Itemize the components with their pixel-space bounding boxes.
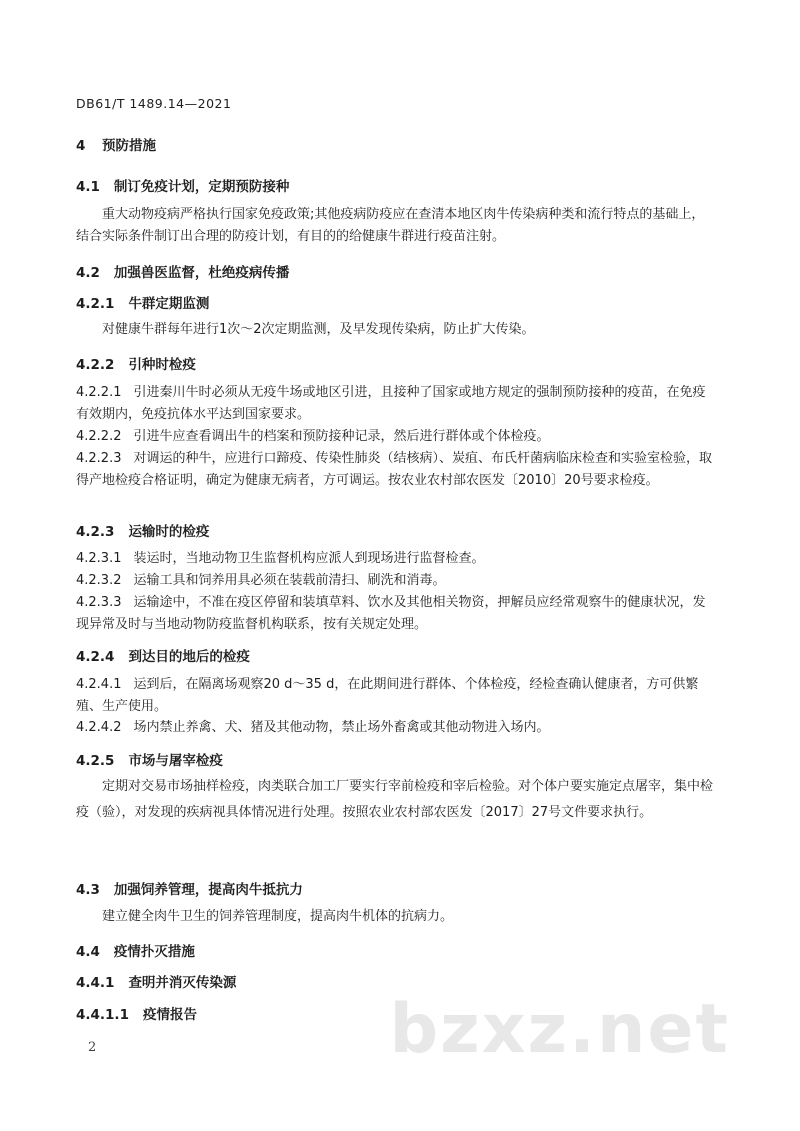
section-4-2-1-heading xyxy=(76,292,209,312)
section-number: 4.4.1.1 xyxy=(76,1007,129,1023)
section-4-2-3-heading xyxy=(76,520,209,540)
clause-number: 4.2.2.2 xyxy=(76,429,122,444)
section-number: 4.4.1 xyxy=(76,975,115,991)
clause-4-2-4-1 xyxy=(76,674,716,718)
clause-number: 4.2.3.1 xyxy=(76,551,122,566)
section-4-3-heading xyxy=(76,878,303,898)
clause-4-2-3-2 xyxy=(76,570,716,592)
section-title: 疫情报告 xyxy=(142,1007,197,1023)
clause-text: 装运时，当地动物卫生监督机构应派人到现场进行监督检查。 xyxy=(133,551,485,566)
section-4-1-paragraph: 重大动物疫病严格执行国家免疫政策;其他疫病防疫应在查清本地区肉牛传染病种类和流行特点的基础上，结合实际条件制订出合理的防疫计划，有目的的给健康牛群进行疫苗注射。 xyxy=(76,207,705,244)
page-number: 2 xyxy=(88,1040,97,1055)
section-title: 到达目的地后的检疫 xyxy=(128,649,250,665)
section-title: 市场与屠宰检疫 xyxy=(128,753,223,769)
section-4-2-1-paragraph: 对健康牛群每年进行1次～2次定期监测，及早发现传染病，防止扩大传染。 xyxy=(102,322,535,337)
section-title: 加强兽医监督，杜绝疫病传播 xyxy=(113,265,290,281)
clause-text: 场内禁止养禽、犬、猪及其他动物，禁止场外畜禽或其他动物进入场内。 xyxy=(133,720,550,735)
section-number: 4.2.4 xyxy=(76,649,115,665)
section-title: 牛群定期监测 xyxy=(128,296,210,312)
standard-number: DB61/T 1489.14—2021 xyxy=(76,96,232,111)
section-number: 4.2.2 xyxy=(76,357,115,373)
clause-text: 运到后，在隔离场观察20 d～35 d，在此期间进行群体、个体检疫，经检查确认健康者，方可供繁殖、生产使用。 xyxy=(76,677,699,714)
clause-4-2-3-3 xyxy=(76,592,716,636)
section-title: 疫情扑灭措施 xyxy=(113,944,195,960)
section-number: 4.2.1 xyxy=(76,296,115,312)
watermark: bzxz.net xyxy=(389,990,730,1069)
section-4-2-4-heading xyxy=(76,645,250,665)
section-number: 4.1 xyxy=(76,179,100,195)
clause-number: 4.2.4.2 xyxy=(76,720,122,735)
section-4-4-1-1-heading xyxy=(76,1003,197,1023)
section-title: 查明并消灭传染源 xyxy=(128,975,237,991)
clause-number: 4.2.3.2 xyxy=(76,573,122,588)
section-4-3-paragraph: 建立健全肉牛卫生的饲养管理制度，提高肉牛机体的抗病力。 xyxy=(102,909,454,924)
clause-number: 4.2.3.3 xyxy=(76,595,122,610)
clause-4-2-2-2 xyxy=(76,426,716,448)
section-title: 运输时的检疫 xyxy=(128,524,210,540)
clause-4-2-4-2 xyxy=(76,717,716,739)
section-number: 4.3 xyxy=(76,882,100,898)
section-4-2-5-paragraph: 定期对交易市场抽样检疫，肉类联合加工厂要实行宰前检疫和宰后检验。对个体户要实施定点屠宰，集中检疫（验），对发现的疾病视具体情况进行处理。按照农业农村部农医发〔2017〕27号文件要求执行。 xyxy=(76,779,714,820)
clause-4-2-3-1 xyxy=(76,548,716,570)
section-4-2-5-heading xyxy=(76,749,223,769)
section-4-4-1-heading xyxy=(76,971,236,991)
section-number: 4.2.3 xyxy=(76,524,115,540)
clause-text: 运输工具和饲养用具必须在装载前清扫、刷洗和消毒。 xyxy=(133,573,446,588)
section-title: 加强饲养管理，提高肉牛抵抗力 xyxy=(113,882,303,898)
clause-number: 4.2.2.1 xyxy=(76,385,122,400)
section-4-2-2-heading xyxy=(76,353,196,373)
section-4-heading: 4 预防措施 xyxy=(76,138,156,154)
clause-text: 引进秦川牛时必须从无疫牛场或地区引进，且接种了国家或地方规定的强制预防接种的疫苗，在免疫有效期内，免疫抗体水平达到国家要求。 xyxy=(76,385,706,422)
section-title: 制订免疫计划，定期预防接种 xyxy=(113,179,290,195)
clause-4-2-2-3 xyxy=(76,448,716,492)
section-4-4-heading xyxy=(76,940,195,960)
clause-text: 对调运的种牛，应进行口蹄疫、传染性肺炎（结核病）、炭疽、布氏杆菌病临床检查和实验室检验，取得产地检疫合格证明，确定为健康无病者，方可调运。按农业农村部农医发〔2010〕20号要求检疫。 xyxy=(76,451,712,488)
clause-4-2-2-1 xyxy=(76,382,716,426)
section-number: 4.2 xyxy=(76,265,100,281)
section-4-2-heading xyxy=(76,261,289,281)
clause-number: 4.2.2.3 xyxy=(76,451,122,466)
clause-text: 引进牛应查看调出牛的档案和预防接种记录，然后进行群体或个体检疫。 xyxy=(133,429,550,444)
section-title: 预防措施 xyxy=(102,138,156,154)
clause-number: 4.2.4.1 xyxy=(76,677,122,692)
section-4-1-heading xyxy=(76,175,289,195)
section-number: 4.4 xyxy=(76,944,100,960)
section-title: 引种时检疫 xyxy=(128,357,196,373)
section-number: 4.2.5 xyxy=(76,753,115,769)
clause-text: 运输途中，不准在疫区停留和装填草料、饮水及其他相关物资，押解员应经常观察牛的健康状况，发现异常及时与当地动物防疫监督机构联系，按有关规定处理。 xyxy=(76,595,706,632)
